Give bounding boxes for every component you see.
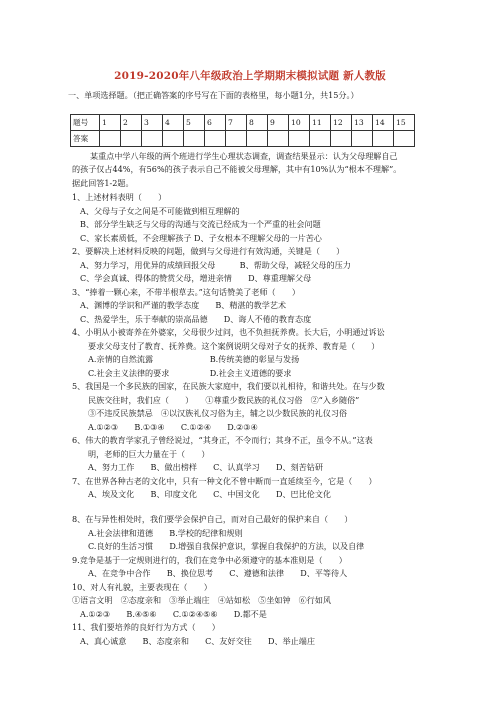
table-cell: 9 [268, 115, 289, 131]
table-cell: 3 [142, 115, 163, 131]
table-cell: 11 [310, 115, 331, 131]
answer-cell [352, 131, 373, 147]
option-line: B、部分学生缺乏与父母的沟通与交流已经成为一个严重的社会问题 [80, 219, 321, 229]
option-line: A、真心诚意 B、态度亲和 C、友好交往 D、举止端庄 [80, 636, 315, 646]
table-cell: 13 [352, 115, 373, 131]
passage-line: 某重点中学八年级的两个班进行学生心理状态调查，调查结果显示：认为父母理解自己 [90, 151, 398, 161]
option-line: C、学会真诚、得体的赞赏父母，增进亲情 D、尊重理解父母 [80, 273, 312, 283]
question-stem: 6、伟大的教育学家孔子曾经说过，“其身正，不令而行；其身不正，虽令不从。”这表 [72, 435, 373, 445]
answer-cell [331, 131, 352, 147]
answer-cell [289, 131, 310, 147]
question-stem: 1、上述材料表明（ ） [72, 192, 167, 202]
table-row [71, 115, 415, 131]
question-stem: 5、我国是一个多民族的国家，在民族大家庭中，我们要以礼相待，和谐共处。在与少数 [72, 381, 385, 391]
table-cell: 7 [226, 115, 247, 131]
answer-cell [310, 131, 331, 147]
passage-line: 据此回答1-2题。 [72, 178, 134, 188]
option-line: A、埃及文化 B、印度文化 C、中国文化 D、巴比伦文化 [88, 489, 332, 499]
table-cell: 5 [184, 115, 205, 131]
question-stem: 明，老师的巨大力量在于（ ） [88, 449, 210, 459]
table-cell: 1 [100, 115, 121, 131]
section-heading: 一、单项选择题。（把正确答案的序号写在下面的表格里，每小题1分，共15分。） [68, 90, 359, 100]
option-line: ①语言文明 ②态度亲和 ③举止端庄 ④站如松 ⑤坐如钟 ⑥行如风 [72, 595, 332, 605]
table-cell: 4 [163, 115, 184, 131]
option-line: A、在竞争中合作 B、换位思考 C、遵德和法律 D、平等待人 [88, 568, 348, 578]
passage-line: 的孩子仅占44%，有56%的孩子表示自己不能被父母理解，其中有10%认为“根本不理解”。 [72, 164, 402, 174]
answer-cell [100, 131, 121, 147]
option-line: C、热爱学生，乐于奉献的崇高品德 D、诲人不倦的教育态度 [80, 314, 312, 324]
question-stem: 7、在世界各种古老的文化中，只有一种文化不曾中断而一直延续至今，它是（ ） [72, 476, 377, 486]
answer-cell [394, 131, 415, 147]
answer-cell [268, 131, 289, 147]
answer-cell [247, 131, 268, 147]
option-line: ③不违反民族禁忌 ④以汉族礼仪习俗为主，辅之以少数民族的礼仪习俗 [88, 408, 348, 418]
table-cell: 题号 [71, 115, 100, 131]
table-cell: 8 [247, 115, 268, 131]
table-cell: 15 [394, 115, 415, 131]
question-stem: 8、在与异性相处时，我们要学会保护自己，而对自己最好的保护来自（ ） [72, 514, 353, 524]
answer-cell [121, 131, 142, 147]
answer-cell [373, 131, 394, 147]
option-line: C.社会主义法律的要求 D.社会主义道德的要求 [88, 368, 292, 378]
option-line: A.①②③ B.①③④ C.①②④ D.②③④ [88, 422, 258, 432]
answer-cell [205, 131, 226, 147]
answer-cell [142, 131, 163, 147]
table-cell: 2 [121, 115, 142, 131]
page-title: 2019-2020年八年级政治上学期期末模拟试题 新人教版 [114, 70, 386, 82]
question-stem: 11、我们要培养的良好行为方式（ ） [72, 622, 220, 632]
table-cell: 6 [205, 115, 226, 131]
table-cell: 答案 [71, 131, 100, 147]
table-cell: 12 [331, 115, 352, 131]
table-cell: 14 [373, 115, 394, 131]
option-line: A、努力工作 B、做出榜样 C、认真学习 D、刻苦钻研 [88, 462, 323, 472]
answer-cell [226, 131, 247, 147]
option-line: A、渊博的学识和严谨的教学态度 B、精湛的教学艺术 [80, 300, 287, 310]
question-stem: 10、对人有礼貌，主要表现在（ ） [72, 582, 212, 592]
option-line: A、父母与子女之间是不可能做到相互理解的 [80, 206, 240, 216]
table-row [71, 131, 415, 147]
question-stem: 9.竞争是基于一定规则进行的，我们在竞争中必须遵守的基本准则是（ ） [72, 555, 347, 565]
option-line: C、家长素质低，不会理解孩子 D、子女根本不理解父母的一片苦心 [80, 233, 322, 243]
answer-cell [184, 131, 205, 147]
question-stem: 3、“捧着一颗心来，不带半根草去。”这句话赞美了老师（ ） [72, 287, 300, 297]
question-stem: 民族交往时，我们应（ ） ①尊重少数民族的礼仪习俗 ②“入乡随俗” [88, 395, 360, 405]
question-stem: 2、要解决上述材料反映的问题，做到与父母进行有效沟通，关键是（ ） [72, 246, 345, 256]
option-line: A.社会法律和道德 B.学校的纪律和规则 [88, 528, 243, 538]
question-stem: 4、小明从小被寄养在外婆家，父母很少过问，也不负担抚养费。长大后，小明通过诉讼 [72, 327, 385, 337]
option-line: A.①②③ B.④⑤⑥ C.①②④⑤⑥ D.都不是 [80, 609, 267, 619]
answer-cell [163, 131, 184, 147]
answer-table [70, 114, 415, 147]
question-stem: 要求父母支付了教育、抚养费。这个案例说明父母对子女的抚养、教育是（ ） [88, 341, 380, 351]
option-line: A、努力学习，用优异的成绩回报父母 B、帮助父母，减轻父母的压力 [80, 260, 351, 270]
table-cell: 10 [289, 115, 310, 131]
option-line: C.良好的生活习惯 D.增强自我保护意识，掌握自我保护的方法，以及自律 [88, 541, 365, 551]
option-line: A.亲情的自然流露 B.传统美德的彰显与发扬 [88, 354, 300, 364]
